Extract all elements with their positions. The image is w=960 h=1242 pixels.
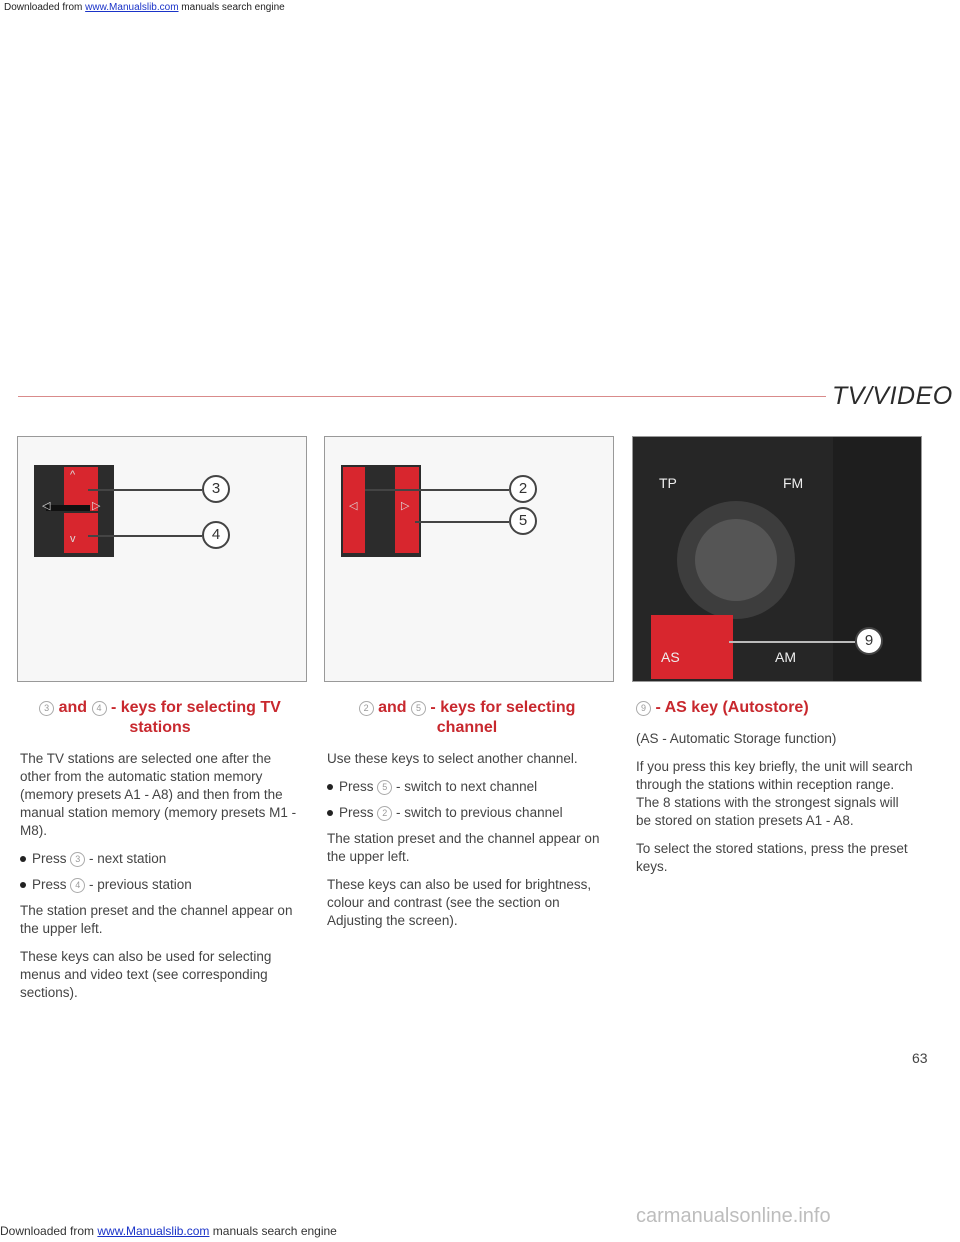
column-channel-keys xyxy=(327,698,607,940)
manualslib-link[interactable]: www.Manualslib.com xyxy=(85,2,179,13)
callout-5: 5 xyxy=(509,507,537,535)
heading-text: - AS key (Autostore) xyxy=(651,699,809,716)
key-number-icon: 3 xyxy=(70,852,85,867)
list-item xyxy=(20,850,300,868)
footer-suffix: manuals search engine xyxy=(209,1224,337,1238)
list-item xyxy=(20,876,300,894)
next-icon: ▷ xyxy=(92,500,101,512)
paragraph: These keys can also be used for brightness, colour and contrast (see the section on Adjusting the screen). xyxy=(327,877,592,928)
press-label: Press xyxy=(339,805,378,820)
footer-manualslib-link[interactable]: www.Manualslib.com xyxy=(97,1224,210,1238)
callout-line-4 xyxy=(88,535,202,537)
header-rule xyxy=(18,396,826,397)
footer-download-banner xyxy=(0,1224,960,1242)
button-fm: FM xyxy=(783,475,804,491)
paragraph: The station preset and the channel appear on the upper left. xyxy=(20,903,293,936)
callout-4: 4 xyxy=(202,521,230,549)
button-am: AM xyxy=(775,649,796,665)
callout-9: 9 xyxy=(855,627,883,655)
key-number-icon: 2 xyxy=(377,806,392,821)
key-number-icon: 4 xyxy=(70,878,85,893)
heading-channel-keys xyxy=(327,698,607,738)
slider-bar xyxy=(46,505,90,511)
footer-prefix: Downloaded from xyxy=(0,1224,98,1238)
press-label: Press xyxy=(32,877,71,892)
paragraph: (AS - Automatic Storage function) xyxy=(636,731,837,746)
key-number-icon: 5 xyxy=(377,780,392,795)
paragraph: The TV stations are selected one after the other from the automatic station memory (memory presets A1 - A8) and then from the manual station memory (memory presets M1 - M8). xyxy=(20,751,297,838)
key-9 xyxy=(651,615,733,679)
rotary-knob-center xyxy=(695,519,777,601)
press-label: Press xyxy=(339,779,378,794)
heading-and: and xyxy=(54,699,92,716)
banner-suffix: manuals search engine xyxy=(178,2,285,13)
key-number-icon: 5 xyxy=(411,701,426,716)
figure-channel-keys xyxy=(324,436,614,682)
bullet-text: - switch to next channel xyxy=(392,779,538,794)
figure-as-key xyxy=(632,436,922,682)
column-station-keys xyxy=(20,698,300,1012)
column-as-key xyxy=(636,698,916,886)
paragraph: If you press this key briefly, the unit will search through the stations within reception range. The 8 stations with the strongest signals will be stored on station presets A1 - A8. xyxy=(636,759,913,828)
callout-line-5 xyxy=(415,521,509,523)
list-item xyxy=(327,778,607,796)
prev-icon: ◁ xyxy=(42,500,51,512)
callout-3: 3 xyxy=(202,475,230,503)
button-tp: TP xyxy=(659,475,677,491)
button-as: AS xyxy=(661,649,680,665)
paragraph: To select the stored stations, press the preset keys. xyxy=(636,841,908,874)
key-number-icon: 4 xyxy=(92,701,107,716)
heading-station-keys xyxy=(20,698,300,738)
watermark: carmanualsonline.info xyxy=(636,1205,831,1227)
bullet-text: - previous station xyxy=(85,877,192,892)
next-icon: ▷ xyxy=(401,500,410,512)
banner-prefix: Downloaded from xyxy=(4,2,86,13)
list-item xyxy=(327,804,607,822)
callout-2: 2 xyxy=(509,475,537,503)
callout-line-2 xyxy=(365,489,509,491)
prev-icon: ◁ xyxy=(349,500,358,512)
bullet-text: - switch to previous channel xyxy=(392,805,563,820)
down-arrow-icon: v xyxy=(70,533,76,545)
key-number-icon: 3 xyxy=(39,701,54,716)
press-label: Press xyxy=(32,851,71,866)
callout-line-9 xyxy=(729,641,855,643)
paragraph: These keys can also be used for selecting menus and video text (see corresponding sections). xyxy=(20,949,272,1000)
heading-as-key xyxy=(636,698,916,718)
paragraph: The station preset and the channel appear on the upper left. xyxy=(327,831,600,864)
section-title: TV/VIDEO xyxy=(832,382,953,410)
figure-station-keys xyxy=(17,436,307,682)
up-arrow-icon: ^ xyxy=(70,469,76,481)
callout-line-3 xyxy=(88,489,202,491)
paragraph: Use these keys to select another channel. xyxy=(327,751,578,766)
heading-text: - keys for selecting channel xyxy=(425,699,576,736)
key-number-icon: 9 xyxy=(636,701,651,716)
top-download-banner xyxy=(4,2,285,13)
page-number: 63 xyxy=(912,1050,928,1066)
bullet-text: - next station xyxy=(85,851,167,866)
heading-and: and xyxy=(373,699,411,716)
heading-text: - keys for selecting TV stations xyxy=(106,699,281,736)
key-number-icon: 2 xyxy=(359,701,374,716)
